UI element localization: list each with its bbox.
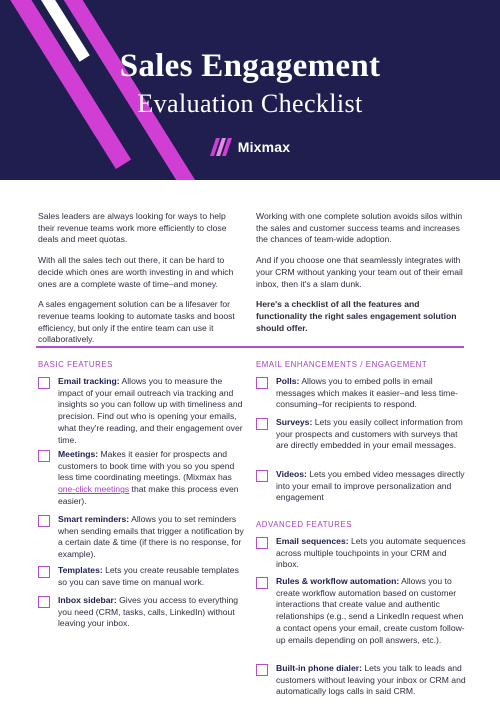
checkbox[interactable] [38,450,50,462]
item-description: Makes it easier for prospects and customers to book time with you so you spend less time coordinating meetings. (Mixmax has [58,449,235,483]
item-description: Lets you create reusable templates so you can save time on manual work. [58,565,239,587]
item-description: Gives you access to everything you need (CRM, tasks, calls, LinkedIn) without leaving your inbox. [58,595,239,629]
checklist-item-inbox-sidebar [38,595,244,630]
checklist-item-polls [256,376,470,411]
mixmax-logo-icon [210,138,232,156]
basic-features-heading: BASIC FEATURES [38,360,113,369]
item-label: Surveys: [276,417,313,427]
item-label: Videos: [276,469,307,479]
item-description: Lets you embed video messages directly into your email to improve personalization and engagement [276,469,465,503]
checkbox[interactable] [38,596,50,608]
checklist-item-surveys [256,417,470,452]
checklist-item-email-sequences [256,536,470,571]
checklist-item-email-tracking [38,376,244,446]
checkbox[interactable] [256,377,268,389]
item-label: Templates: [58,565,103,575]
item-description: Allows you to measure the impact of your email outreach via tracking and insights so you can follow up with timeliness and precision. Find out who is opening your emails, what they're reading, and their engagement over time. [58,376,243,445]
intro-paragraph: And if you choose one that seamlessly integrates with your CRM without yanking your team out of their email inbox, then it's a slam dunk. [256,255,463,289]
checkbox[interactable] [38,377,50,389]
header-banner [0,0,500,180]
checklist-item-rules-workflow [256,576,470,646]
item-label: Email tracking: [58,376,120,386]
checklist-item-videos [256,469,470,504]
item-description: Lets you automate sequences across multiple touchpoints in your CRM and inbox. [276,536,466,570]
item-description: Allows you to embed polls in email messages which makes it easier–and less time-consuming–for recipients to respond. [276,376,458,410]
intro-left [38,211,242,355]
checkbox[interactable] [38,566,50,578]
item-description: Allows you to create workflow automation based on customer interactions that create value and authentic relationships (e.g., send a LinkedIn request when a contact opens your email, create custom follow-up emails depending on poll answers, etc.). [276,576,465,645]
page-title: Sales Engagement [119,48,381,84]
brand-name: Mixmax [237,139,291,155]
item-description: Lets you talk to leads and customers without leaving your inbox or CRM and automatically logs calls in said CRM. [276,663,466,697]
item-label: Inbox sidebar: [58,595,117,605]
email-enhancements-heading: EMAIL ENHANCEMENTS / ENGAGEMENT [256,360,428,369]
item-label: Email sequences: [276,536,349,546]
page-subtitle: Evaluation Checklist [137,89,363,118]
intro-paragraph: Working with one complete solution avoids silos within the sales and customer success teams and increases the chances of team-wide adoption. [256,211,463,245]
item-label: Smart reminders: [58,514,130,524]
checkbox[interactable] [256,470,268,482]
checklist-item-meetings [38,449,244,508]
item-label: Built-in phone dialer: [276,663,362,673]
intro-paragraph: A sales engagement solution can be a lifesaver for revenue teams looking to automate tasks and boost efficiency, but only if the entire team can use it collaboratively. [38,299,235,345]
checkbox[interactable] [256,577,268,589]
intro-paragraph: Sales leaders are always looking for ways to help their revenue teams work more efficiently to close deals and meet quotas. [38,211,227,245]
checklist-item-templates [38,565,244,588]
item-description: Lets you easily collect information from your prospects and customers with surveys that are directly embedded in your email messages. [276,417,463,451]
item-description: Allows you to set reminders when sending emails that trigger a notification by a certain date & time (if there is no response, for example). [58,514,244,560]
intro-paragraph-bold: Here's a checklist of all the features and functionality the right sales engagement solution should offer. [256,299,457,333]
checklist-item-smart-reminders [38,514,244,561]
checklist-item-phone-dialer [256,663,470,698]
item-description: that make this process even easier). [58,484,239,506]
intro-paragraph: With all the sales tech out there, it can be hard to decide which ones are worth investing in and which ones are a complete waste of time–and money. [38,255,234,289]
checkbox[interactable] [256,418,268,430]
checkbox[interactable] [256,664,268,676]
brand [0,138,500,156]
item-label: Rules & workflow automation: [276,576,400,586]
item-label: Polls: [276,376,300,386]
section-divider [36,346,464,348]
advanced-features-heading: ADVANCED FEATURES [256,520,353,529]
checkbox[interactable] [256,537,268,549]
item-label: Meetings: [58,449,99,459]
intro-right [256,211,470,343]
checkbox[interactable] [38,515,50,527]
one-click-meetings-link[interactable]: one-click meetings [58,484,130,495]
